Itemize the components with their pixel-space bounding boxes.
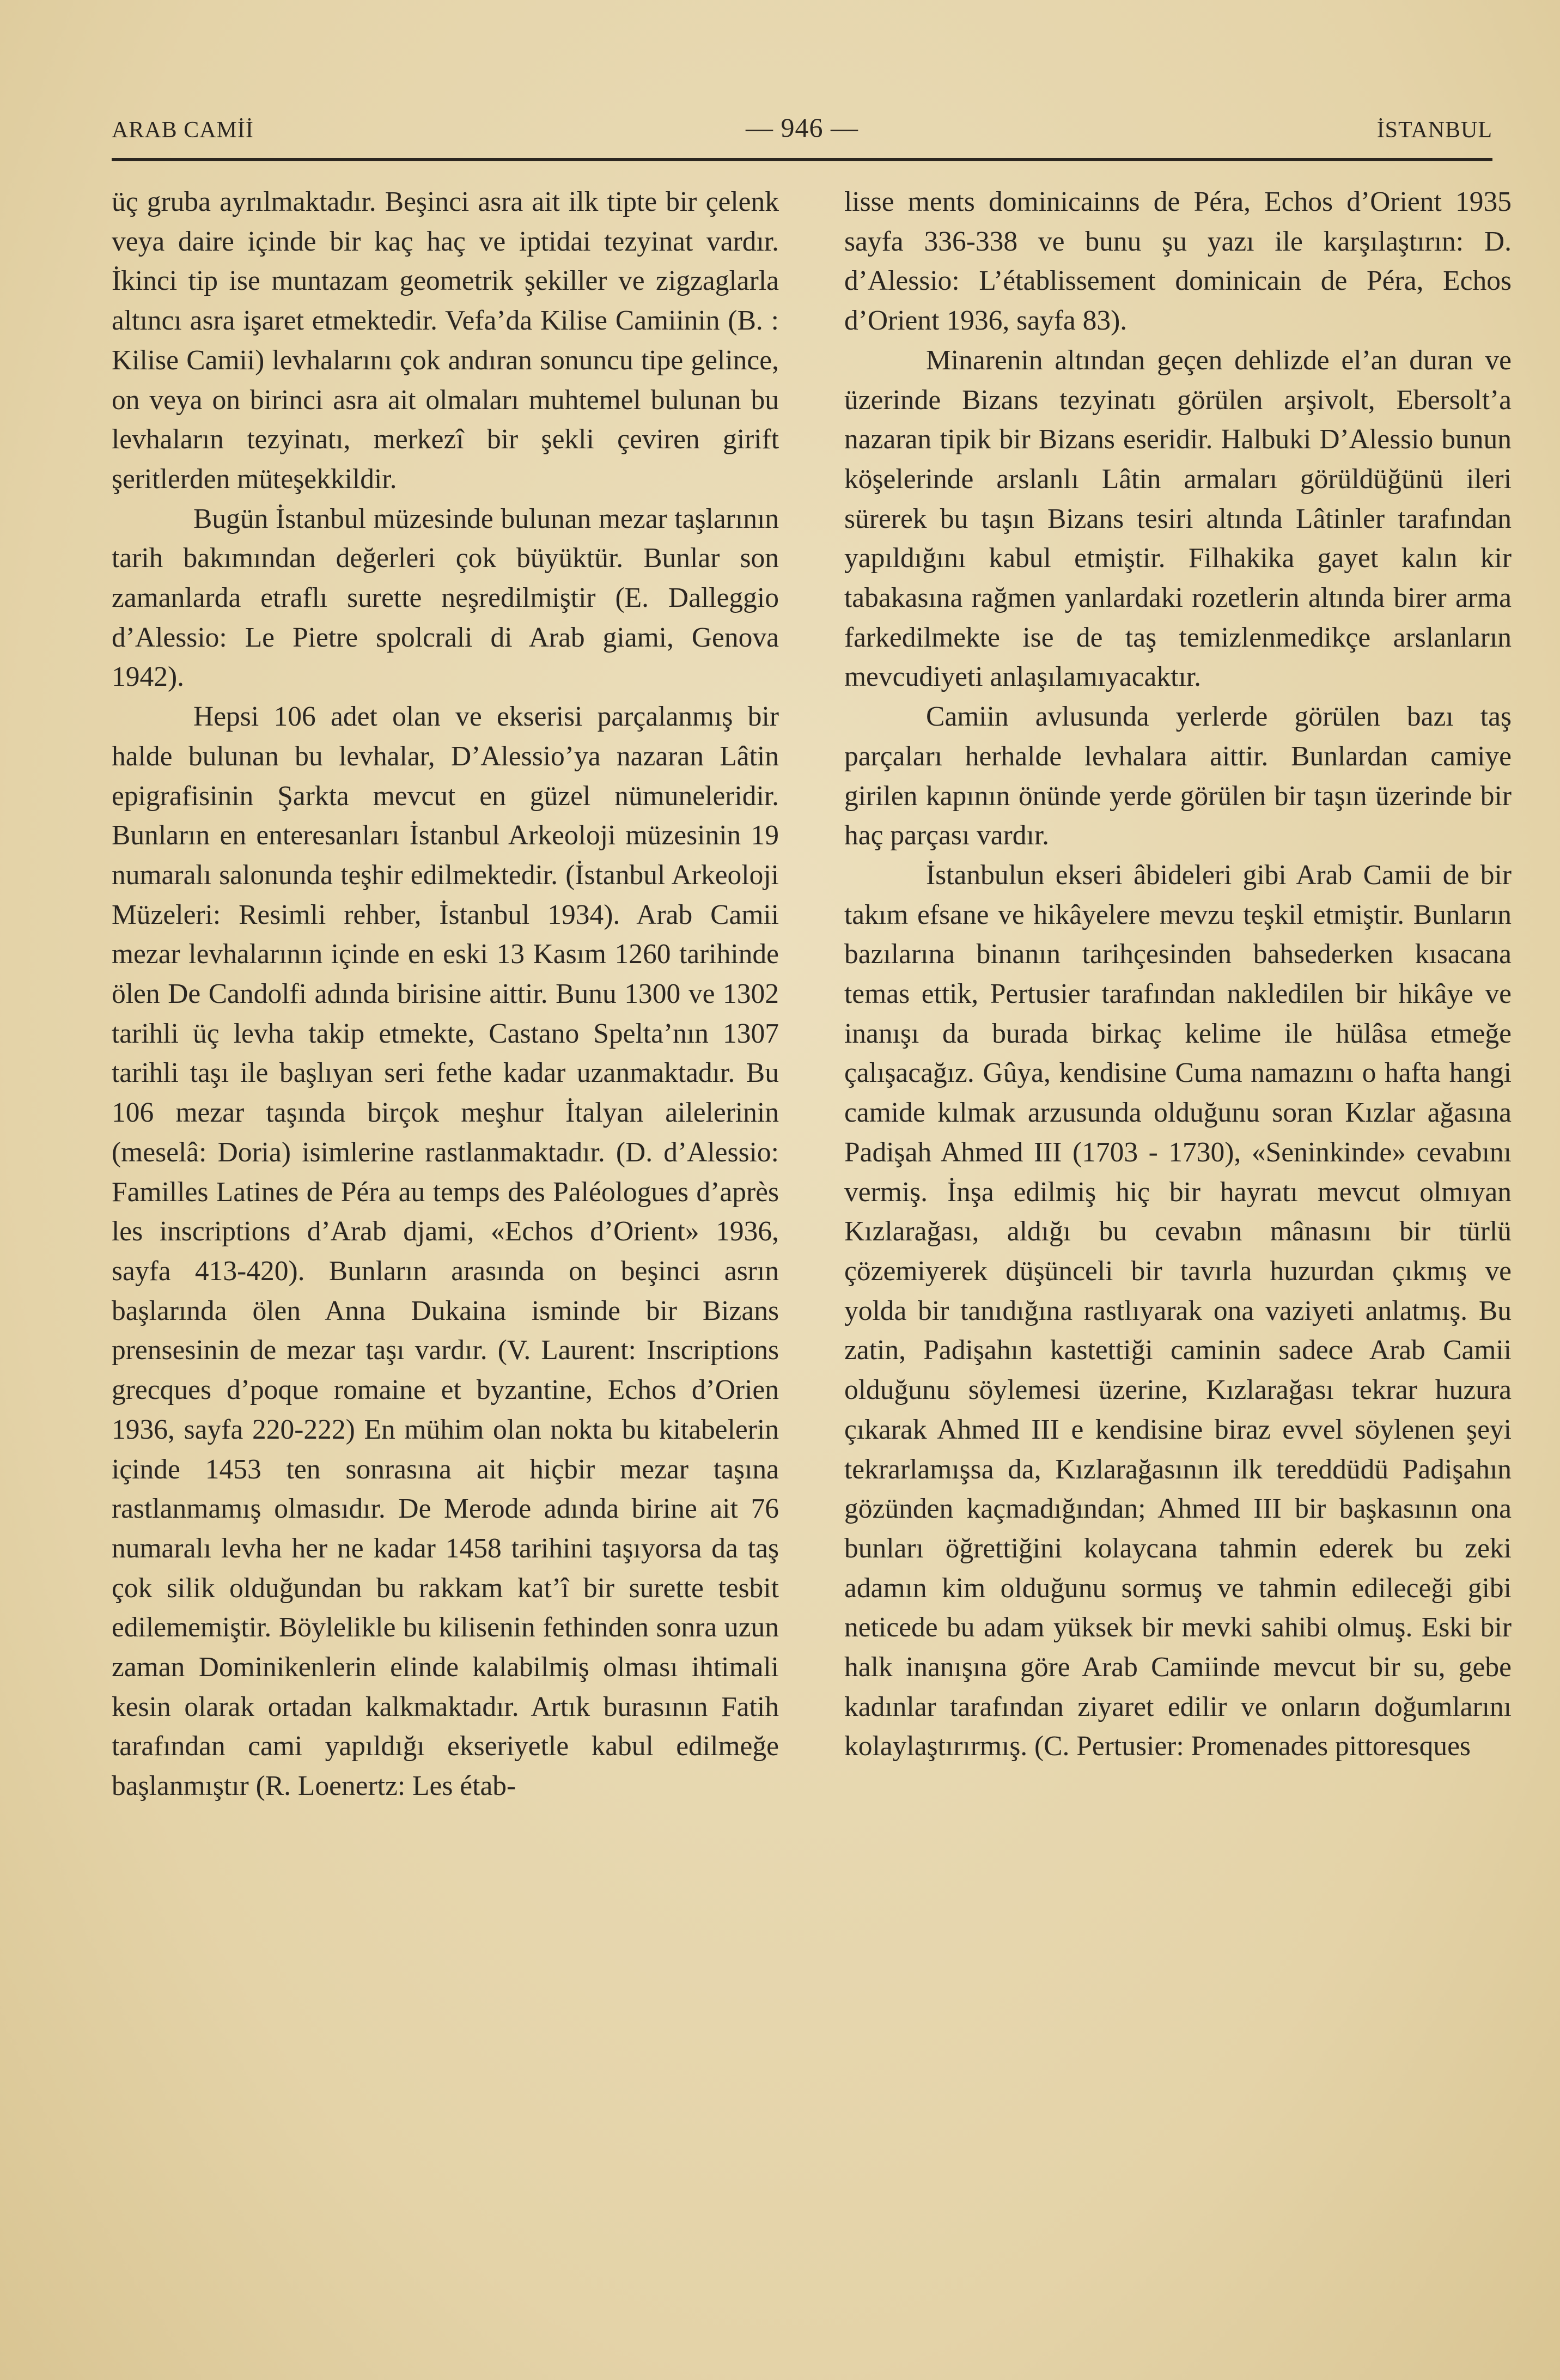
running-header — [112, 112, 1492, 150]
header-city: İSTANBUL — [1376, 118, 1492, 143]
paragraph: lisse ments dominicainns de Péra, Echos d’Orient 1935 sayfa 336-338 ve bunu şu yazı ile karşılaştırın: D. d’Alessio: L’établissement dominicain de Péra, Echos d’Orient 1936, sayfa 83). — [844, 186, 1512, 337]
paragraph: Bugün İstanbul müzesinde bulunan mezar taşlarının tarih bakımından değerleri çok büyüktür. Bunlar son zamanlarda etraflı surette neşredilmiştir (E. Dalleggio d’Alessio: Le Pietre spolcrali di Arab giami, Genova 1942). — [112, 503, 779, 693]
paragraph: Camiin avlusunda yerlerde görülen bazı taş parçaları herhalde levhalara aittir. Bunlardan camiye girilen kapının önünde yerde görülen bir taşın üzerinde bir haç parçası vardır. — [844, 701, 1512, 851]
header-rule — [112, 158, 1492, 161]
left-column — [112, 182, 779, 2274]
page-number: — 946 — — [746, 112, 858, 143]
paragraph: üç gruba ayrılmaktadır. Beşinci asra ait ilk tipte bir çelenk veya daire içinde bir kaç haç ve iptidai tezyinat vardır. İkinci tip ise muntazam geometrik şekiller ve zigzaglarla altıncı asra işaret etmektedir. Vefa’da Kilise Camiinin (B. : Kilise Camii) levhalarını çok andıran sonuncu tipe gelince, on veya on birinci asra ait olmaları muhtemel bulunan bu levhaların tezyinatı, merkezî bir şekli çeviren girift şeritlerden müteşekkildir. — [112, 186, 779, 495]
header-section-title: ARAB CAMİİ — [112, 118, 254, 143]
paragraph: Minarenin altından geçen dehlizde el’an duran ve üzerinde Bizans tezyinatı görülen arşivolt, Ebersolt’a nazaran tipik bir Bizans eseridir. Halbuki D’Alessio bunun köşelerinde arslanlı Lâtin armaları görüldüğünü ileri sürerek bu taşın Bizans tesiri altında Lâtinler tarafından yapıldığını kabul etmiştir. Filhakika gayet kalın kir tabakasına rağmen yanlardaki rozetlerin altında birer arma farkedilmekte ise de taş temizlenmedikçe arslanların mevcudiyeti anlaşılamıyacaktır. — [844, 344, 1512, 693]
right-column — [844, 182, 1512, 2274]
paragraph: Hepsi 106 adet olan ve ekserisi parçalanmış bir halde bulunan bu levhalar, D’Alessio’ya nazaran Lâtin epigrafisinin Şarkta mevcut en güzel nümuneleridir. Bunların en enteresanları İstanbul Arkeoloji müzesinin 19 numaralı salonunda teşhir edilmektedir. (İstanbul Arkeoloji Müzeleri: Resimli rehber, İstanbul 1934). Arab Camii mezar levhalarının içinde en eski 13 Kasım 1260 tarihinde ölen De Candolfi adında birisine aittir. Bunu 1300 ve 1302 tarihli üç levha takip etmekte, Castano Spelta’nın 1307 tarihli taşı ile başlıyan seri fethe kadar uzanmaktadır. Bu 106 mezar taşında birçok meşhur İtalyan ailelerinin (meselâ: Doria) isimlerine rastlanmaktadır. (D. d’Alessio: Familles Latines de Péra au temps des Paléologues d’après les inscriptions d’Arab djami, «Echos d’Orient» 1936, sayfa 413-420). Bunların arasında on beşinci asrın başlarında ölen Anna Dukaina isminde bir Bizans prensesinin de mezar taşı vardır. (V. Laurent: Inscriptions grecques d’poque romaine et byzantine, Echos d’Orien 1936, sayfa 220-222) En mühim olan nokta bu kitabelerin içinde 1453 ten sonrasına ait hiçbir mezar taşına rastlanmamış olmasıdır. De Merode adında birine ait 76 numaralı levha her ne kadar 1458 tarihini taşıyorsa da taş çok silik olduğundan bu rakkam kat’î bir surette tesbit edilememiştir. Böylelikle bu kilisenin fethinden sonra uzun zaman Dominikenlerin elinde kalabilmiş olması ihtimali kesin olarak ortadan kalkmaktadır. Artık burasının Fatih tarafından cami yapıldığı ekseriyetle kabul edilmeğe başlanmıştır (R. Loenertz: Les étab- — [112, 701, 779, 1802]
paragraph: İstanbulun ekseri âbideleri gibi Arab Camii de bir takım efsane ve hikâyelere mevzu teşkil etmiştir. Bunların bazılarına binanın tarihçesinden bahsederken kısacana temas ettik, Pertusier tarafından nakledilen bir hikâye ve inanışı da burada birkaç kelime ile hülâsa etmeğe çalışacağız. Gûya, kendisine Cuma namazını o hafta hangi camide kılmak arzusunda olduğunu soran Kızlar ağasına Padişah Ahmed III (1703 - 1730), «Seninkinde» cevabını vermiş. İnşa edilmiş hiç bir hayratı mevcut olmıyan Kızlarağası, aldığı bu cevabın mânasını bir türlü çözemiyerek düşünceli bir tavırla huzurdan çıkmış ve yolda bir tanıdığına rastlıyarak ona vaziyeti anlatmış. Bu zatin, Padişahın kastettiği caminin sadece Arab Camii olduğunu söylemesi üzerine, Kızlarağası tekrar huzura çıkarak Ahmed III e kendisine biraz evvel söylenen şeyi tekrarlamışsa da, Kızlarağasının ilk tereddüdü Padişahın gözünden kaçmadığından; Ahmed III bir başkasının ona bunları öğrettiğini kolaycana tahmin ederek bu zeki adamın kim olduğunu sormuş ve tahmin edileceği gibi neticede bu adam yüksek bir mevki sahibi olmuş. Eski bir halk inanışına göre Arab Camiinde mevcut bir su, gebe kadınlar tarafından ziyaret edilir ve onların doğumlarını kolaylaştırırmış. (C. Pertusier: Promenades pittoresques — [844, 859, 1512, 1762]
